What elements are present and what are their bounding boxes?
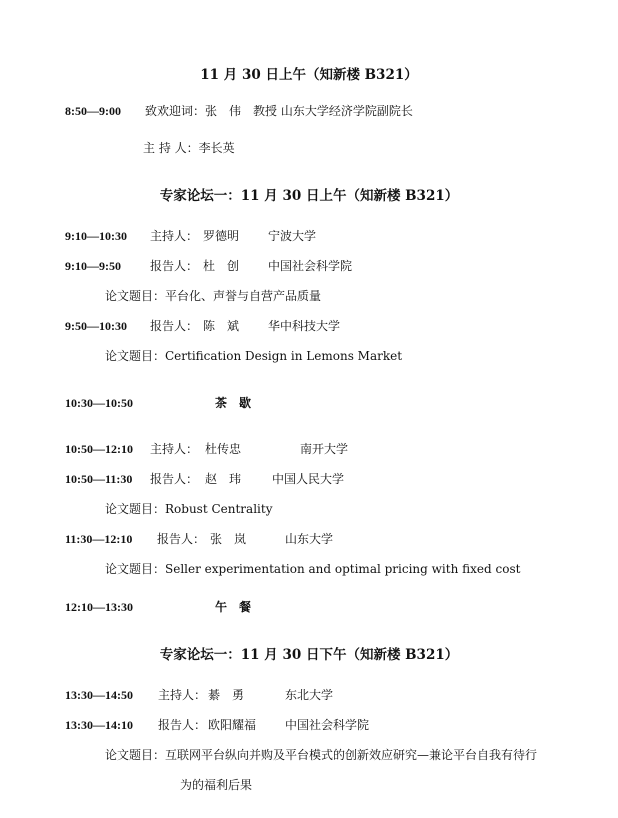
session-time: 10:50—12:10	[65, 442, 133, 456]
role-label: 报告人：	[150, 319, 199, 333]
lunch-label: 午 餐	[215, 600, 252, 614]
institution: 山东大学	[285, 532, 334, 546]
speaker-name: 陈 斌	[203, 319, 240, 333]
section-heading-forum1-morning: 专家论坛一：11 月 30 日上午（知新楼 B321）	[159, 188, 459, 204]
paper-title: 论文题目：平台化、声誉与自营产品质量	[105, 289, 322, 303]
speaker-name: 张 岚	[210, 532, 247, 546]
host-name: 綦 勇	[208, 688, 245, 702]
session-time: 13:30—14:50	[65, 688, 133, 702]
institution: 南开大学	[300, 442, 349, 456]
opening-welcome: 致欢迎词：张 伟 教授 山东大学经济学院副院长	[145, 104, 413, 118]
institution: 东北大学	[285, 688, 334, 702]
paper-title: 论文题目：Robust Centrality	[105, 502, 273, 516]
role-label: 报告人：	[158, 718, 207, 732]
role-label: 主持人：	[158, 688, 207, 702]
host-name: 杜传忠	[205, 442, 242, 456]
opening-time: 8:50—9:00	[65, 104, 121, 118]
section-heading-forum1-afternoon: 专家论坛一：11 月 30 日下午（知新楼 B321）	[159, 647, 459, 663]
institution: 中国社会科学院	[268, 259, 353, 273]
paper-title-continuation: 为的福利后果	[180, 778, 253, 792]
role-label: 报告人：	[150, 472, 199, 486]
institution: 中国社会科学院	[285, 718, 370, 732]
lunch-time: 12:10—13:30	[65, 600, 133, 614]
role-label: 主持人：	[150, 442, 199, 456]
opening-host: 主 持 人：李长英	[143, 141, 235, 155]
paper-title: 论文题目：Seller experimentation and optimal pricing with fixed cost	[105, 562, 521, 576]
talk-time: 9:50—10:30	[65, 319, 127, 333]
institution: 华中科技大学	[268, 319, 341, 333]
institution: 宁波大学	[268, 229, 317, 243]
session-time: 9:10—10:30	[65, 229, 127, 243]
talk-time: 9:10—9:50	[65, 259, 121, 273]
speaker-name: 赵 玮	[205, 472, 242, 486]
talk-time: 13:30—14:10	[65, 718, 133, 732]
talk-time: 11:30—12:10	[65, 532, 133, 546]
speaker-name: 杜 创	[203, 259, 240, 273]
role-label: 报告人：	[157, 532, 206, 546]
paper-title: 论文题目：Certification Design in Lemons Market	[105, 349, 403, 363]
institution: 中国人民大学	[272, 472, 345, 486]
speaker-name: 欧阳耀福	[208, 718, 257, 732]
talk-time: 10:50—11:30	[65, 472, 133, 486]
role-label: 主持人：	[150, 229, 199, 243]
break-label: 茶 歇	[215, 396, 252, 410]
host-name: 罗德明	[203, 229, 240, 243]
section-heading-morning: 11 月 30 日上午（知新楼 B321）	[200, 67, 418, 83]
paper-title: 论文题目：互联网平台纵向并购及平台模式的创新效应研究—兼论平台自我有待行	[105, 748, 538, 762]
role-label: 报告人：	[150, 259, 199, 273]
break-time: 10:30—10:50	[65, 396, 133, 410]
